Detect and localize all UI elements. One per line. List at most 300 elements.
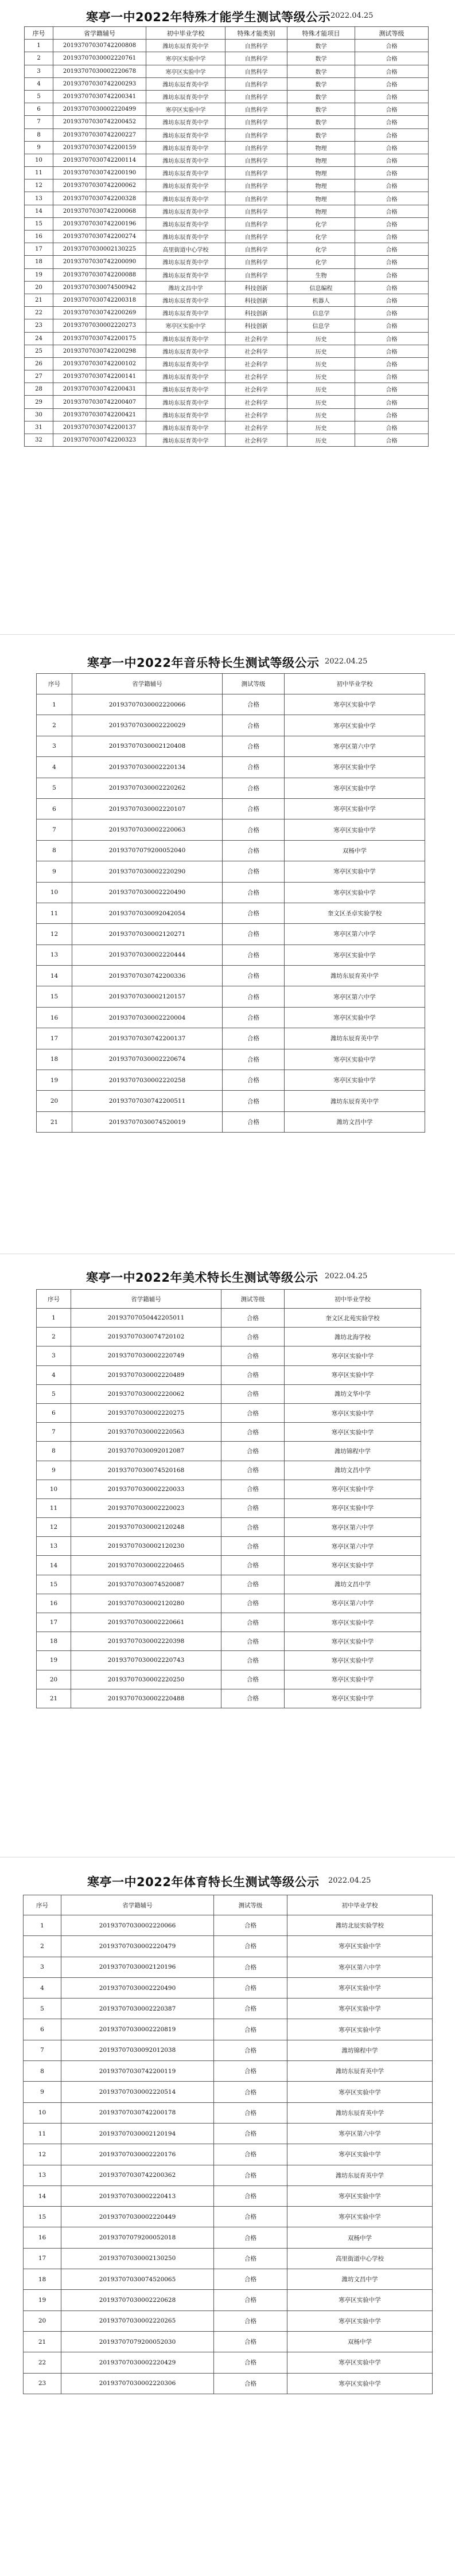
table-row (37, 1518, 421, 1537)
table-cell: 24 (25, 332, 53, 345)
table-cell: 6 (24, 2019, 61, 2040)
table-cell: 19 (25, 268, 53, 281)
table-cell: 20193707030742200137 (72, 1028, 223, 1049)
table-row (24, 1957, 433, 1977)
table-cell: 合格 (223, 944, 285, 965)
table-row (37, 1384, 421, 1403)
table-cell: 20193707030002120230 (71, 1537, 221, 1556)
table-cell: 20193707030742200227 (53, 128, 146, 141)
table-row (37, 1632, 421, 1651)
table-cell: 16 (24, 2227, 61, 2248)
table-cell: 20193707030002220489 (71, 1365, 221, 1384)
column-header: 测试等级 (223, 674, 285, 694)
table-cell: 寒亭区实验中学 (146, 319, 225, 332)
table-cell: 合格 (223, 694, 285, 715)
table-row (37, 1328, 421, 1346)
table-cell: 潍坊东辰育英中学 (146, 141, 225, 154)
table-row (25, 396, 429, 408)
table-cell: 化学 (287, 217, 355, 230)
table-row (24, 2040, 433, 2060)
table-cell: 21 (37, 1111, 72, 1132)
table-cell: 历史 (287, 370, 355, 383)
table-cell: 21 (25, 294, 53, 306)
table-cell: 20193707030742200323 (53, 434, 146, 447)
table-row (37, 861, 425, 882)
column-header: 初中毕业学校 (285, 1290, 421, 1309)
table-cell: 20193707030002120408 (72, 736, 223, 756)
table-cell: 合格 (214, 2248, 287, 2269)
table-cell: 20193707079200052040 (72, 840, 223, 861)
table-cell: 13 (24, 2165, 61, 2185)
table-cell: 20193707079200052030 (61, 2331, 214, 2352)
table-cell: 11 (25, 167, 53, 179)
table-cell: 信息学 (287, 307, 355, 319)
table-row (24, 2227, 433, 2248)
table-cell: 20193707030742200102 (53, 357, 146, 370)
table-cell: 历史 (287, 396, 355, 408)
table-cell: 物理 (287, 205, 355, 217)
table-cell: 物理 (287, 192, 355, 205)
table-cell: 20193707030002220176 (61, 2144, 214, 2165)
table-cell: 潍坊东辰育英中学 (146, 357, 225, 370)
table-cell: 9 (25, 141, 53, 154)
table-cell: 信息学 (287, 319, 355, 332)
table-row (25, 128, 429, 141)
table-cell: 合格 (214, 2144, 287, 2165)
table-cell: 12 (37, 924, 72, 944)
table-cell: 20193707030742200196 (53, 217, 146, 230)
table-cell: 合格 (221, 1365, 285, 1384)
table-row (24, 2123, 433, 2144)
table-row (37, 924, 425, 944)
table-cell: 合格 (223, 840, 285, 861)
table-cell: 20193707030074520019 (72, 1111, 223, 1132)
table-cell: 社会科学 (225, 345, 287, 357)
table-cell: 15 (37, 986, 72, 1007)
table-cell: 合格 (355, 116, 429, 128)
table-cell: 潍坊东辰育英中学 (146, 256, 225, 268)
table-cell: 潍坊东辰育英中学 (146, 268, 225, 281)
table-cell: 潍坊东辰育英中学 (287, 2102, 433, 2123)
table-row (25, 256, 429, 268)
column-header: 初中毕业学校 (146, 27, 225, 40)
table-cell: 潍坊文昌中学 (146, 281, 225, 294)
table-cell: 历史 (287, 408, 355, 421)
results-table (36, 1289, 421, 1708)
table-cell: 20193707030002130250 (61, 2248, 214, 2269)
table-cell: 自然科学 (225, 40, 287, 52)
table-cell: 化学 (287, 243, 355, 256)
table-cell: 潍坊锦程中学 (287, 2040, 433, 2060)
table-cell: 20193707030742200114 (53, 154, 146, 166)
table-cell: 23 (24, 2373, 61, 2394)
table-cell: 4 (25, 77, 53, 90)
table-row (24, 2082, 433, 2102)
table-row (25, 192, 429, 205)
table-row (24, 2019, 433, 2040)
table-row (24, 2061, 433, 2082)
table-cell: 20193707030002220628 (61, 2290, 214, 2310)
table-cell: 自然科学 (225, 103, 287, 116)
table-cell: 22 (24, 2352, 61, 2373)
table-cell: 寒亭区第六中学 (285, 924, 425, 944)
table-row (37, 1613, 421, 1632)
table-cell: 潍坊东辰育英中学 (146, 345, 225, 357)
table-cell: 12 (24, 2144, 61, 2165)
table-cell: 寒亭区实验中学 (285, 882, 425, 903)
table-cell: 20193707030002220429 (61, 2352, 214, 2373)
table-cell: 10 (25, 154, 53, 166)
table-cell: 合格 (355, 167, 429, 179)
table-cell: 合格 (223, 882, 285, 903)
table-cell: 合格 (214, 2123, 287, 2144)
table-cell: 自然科学 (225, 116, 287, 128)
notice-date: 2022.04.25 (325, 1272, 368, 1281)
table-cell: 10 (24, 2102, 61, 2123)
table-row (25, 231, 429, 243)
table-row (24, 1936, 433, 1957)
table-cell: 18 (24, 2269, 61, 2290)
table-cell: 潍坊锦程中学 (285, 1442, 421, 1461)
table-row (37, 778, 425, 798)
table-cell: 合格 (355, 217, 429, 230)
table-cell: 20193707030002220563 (71, 1423, 221, 1442)
results-table (36, 673, 425, 1133)
table-cell: 寒亭区实验中学 (285, 1070, 425, 1091)
table-cell: 20193707030742200318 (53, 294, 146, 306)
table-cell: 20193707030002220490 (61, 1977, 214, 1998)
table-cell: 27 (25, 370, 53, 383)
table-cell: 寒亭区实验中学 (285, 1049, 425, 1070)
table-cell: 寒亭区实验中学 (285, 1346, 421, 1365)
table-row (37, 1365, 421, 1384)
table-cell: 自然科学 (225, 205, 287, 217)
table-cell: 双杨中学 (287, 2227, 433, 2248)
table-cell: 合格 (221, 1632, 285, 1651)
table-row (24, 2373, 433, 2394)
table-cell: 物理 (287, 179, 355, 192)
table-row (37, 1442, 421, 1461)
table-cell: 合格 (221, 1613, 285, 1632)
table-row (37, 819, 425, 840)
table-row (37, 1498, 421, 1517)
table-cell: 23 (25, 319, 53, 332)
table-cell: 17 (37, 1613, 71, 1632)
table-cell: 自然科学 (225, 65, 287, 77)
table-cell: 20193707030002220023 (71, 1498, 221, 1517)
table-cell: 自然科学 (225, 217, 287, 230)
table-cell: 合格 (221, 1518, 285, 1537)
table-cell: 寒亭区实验中学 (146, 65, 225, 77)
table-cell: 20 (37, 1091, 72, 1111)
column-header: 测试等级 (221, 1290, 285, 1309)
table-cell: 合格 (221, 1498, 285, 1517)
table-cell: 2 (25, 52, 53, 65)
table-cell: 20193707030002220674 (72, 1049, 223, 1070)
table-cell: 自然科学 (225, 268, 287, 281)
table-cell: 20193707030742200274 (53, 231, 146, 243)
table-cell: 科技创新 (225, 307, 287, 319)
table-cell: 31 (25, 421, 53, 434)
table-cell: 信息编程 (287, 281, 355, 294)
table-cell: 20193707030002220398 (71, 1632, 221, 1651)
column-header: 序号 (25, 27, 53, 40)
table-row (25, 281, 429, 294)
table-cell: 合格 (355, 154, 429, 166)
table-cell: 20193707030002220004 (72, 1007, 223, 1028)
table-row (24, 1915, 433, 1936)
table-cell: 合格 (223, 778, 285, 798)
table-cell: 1 (25, 40, 53, 52)
table-row (37, 944, 425, 965)
table-row (25, 421, 429, 434)
table-row (25, 77, 429, 90)
table-cell: 潍坊东辰育英中学 (287, 2061, 433, 2082)
table-cell: 6 (37, 798, 72, 819)
table-row (24, 2331, 433, 2352)
table-row (24, 2352, 433, 2373)
table-cell: 寒亭区实验中学 (285, 944, 425, 965)
table-cell: 2 (24, 1936, 61, 1957)
table-cell: 社会科学 (225, 370, 287, 383)
notice-title: 寒亭一中2022年特殊才能学生测试等级公示 (86, 10, 330, 24)
table-cell: 数学 (287, 103, 355, 116)
table-cell: 20193707030002220134 (72, 757, 223, 778)
table-cell: 合格 (355, 357, 429, 370)
table-row (37, 840, 425, 861)
table-cell: 寒亭区实验中学 (285, 798, 425, 819)
column-header: 测试等级 (214, 1895, 287, 1915)
table-cell: 20193707030742200068 (53, 205, 146, 217)
table-cell: 20193707030742200062 (53, 179, 146, 192)
table-cell: 9 (37, 1461, 71, 1480)
table-cell: 11 (37, 903, 72, 923)
table-cell: 合格 (221, 1461, 285, 1480)
table-cell: 20193707030002220387 (61, 1999, 214, 2019)
table-cell: 潍坊东辰育英中学 (146, 40, 225, 52)
table-cell: 自然科学 (225, 256, 287, 268)
table-cell: 数学 (287, 128, 355, 141)
table-cell: 科技创新 (225, 281, 287, 294)
notice-header (0, 0, 455, 25)
table-cell: 20193707030074520168 (71, 1461, 221, 1480)
notice-title: 寒亭一中2022年体育特长生测试等级公示 (87, 1875, 320, 1889)
table-cell: 20193707030002120196 (61, 1957, 214, 1977)
table-cell: 14 (24, 2185, 61, 2206)
table-cell: 19 (37, 1070, 72, 1091)
table-cell: 历史 (287, 357, 355, 370)
table-cell: 14 (25, 205, 53, 217)
table-cell: 20193707079200052018 (61, 2227, 214, 2248)
table-cell: 9 (37, 861, 72, 882)
table-row (37, 1346, 421, 1365)
table-cell: 潍坊东辰育英中学 (146, 408, 225, 421)
table-cell: 合格 (221, 1309, 285, 1328)
table-row (37, 1461, 421, 1480)
table-cell: 20193707030002220514 (61, 2082, 214, 2102)
table-cell: 潍坊东辰育英中学 (285, 966, 425, 986)
table-row (25, 243, 429, 256)
table-cell: 潍坊北辰实验学校 (287, 1915, 433, 1936)
table-cell: 20193707030742200298 (53, 345, 146, 357)
table-cell: 3 (37, 1346, 71, 1365)
table-cell: 20193707030742200421 (53, 408, 146, 421)
table-cell: 20193707030002220262 (72, 778, 223, 798)
table-cell: 物理 (287, 141, 355, 154)
table-cell: 潍坊东辰育英中学 (146, 294, 225, 306)
table-cell: 自然科学 (225, 90, 287, 103)
table-row (37, 966, 425, 986)
table-cell: 20193707030742200293 (53, 77, 146, 90)
table-cell: 合格 (355, 40, 429, 52)
table-cell: 20193707030002220678 (53, 65, 146, 77)
table-cell: 2 (37, 715, 72, 736)
table-cell: 6 (25, 103, 53, 116)
table-row (24, 2102, 433, 2123)
sheet-divider (0, 634, 455, 635)
table-cell: 寒亭区实验中学 (285, 1403, 421, 1422)
column-header: 特殊才能项目 (287, 27, 355, 40)
table-cell: 合格 (221, 1556, 285, 1575)
table-cell: 合格 (221, 1651, 285, 1670)
table-cell: 双杨中学 (287, 2331, 433, 2352)
table-row (25, 434, 429, 447)
table-cell: 合格 (221, 1670, 285, 1689)
table-cell: 20193707030002220306 (61, 2373, 214, 2394)
table-cell: 自然科学 (225, 141, 287, 154)
table-cell: 合格 (221, 1537, 285, 1556)
table-cell: 20193707030002220743 (71, 1651, 221, 1670)
table-cell: 20193707030002220066 (72, 694, 223, 715)
column-header: 序号 (37, 674, 72, 694)
table-cell: 20193707030002220444 (72, 944, 223, 965)
notice-date: 2022.04.25 (328, 1876, 371, 1885)
table-cell: 7 (24, 2040, 61, 2060)
table-cell: 寒亭区实验中学 (285, 1670, 421, 1689)
table-cell: 潍坊东辰育英中学 (146, 370, 225, 383)
table-cell: 合格 (355, 65, 429, 77)
table-row (37, 986, 425, 1007)
table-cell: 10 (37, 882, 72, 903)
notice-sheet-special-talent (0, 0, 455, 633)
table-cell: 合格 (355, 52, 429, 65)
table-cell: 20193707030742200159 (53, 141, 146, 154)
table-cell: 17 (24, 2248, 61, 2269)
table-cell: 奎文区圣卓实验学校 (285, 903, 425, 923)
table-cell: 生物 (287, 268, 355, 281)
table-cell: 32 (25, 434, 53, 447)
table-cell: 历史 (287, 345, 355, 357)
table-cell: 合格 (355, 179, 429, 192)
table-cell: 潍坊东辰育英中学 (146, 77, 225, 90)
table-cell: 合格 (223, 757, 285, 778)
table-cell: 28 (25, 383, 53, 396)
table-cell: 潍坊东辰育英中学 (146, 116, 225, 128)
table-cell: 自然科学 (225, 231, 287, 243)
table-cell: 寒亭区实验中学 (285, 819, 425, 840)
table-cell: 合格 (221, 1403, 285, 1422)
table-cell: 化学 (287, 256, 355, 268)
table-cell: 20193707030002120194 (61, 2123, 214, 2144)
column-header: 初中毕业学校 (287, 1895, 433, 1915)
table-cell: 合格 (223, 819, 285, 840)
table-cell: 1 (24, 1915, 61, 1936)
table-row (37, 1091, 425, 1111)
table-row (25, 205, 429, 217)
table-cell: 潍坊北海学校 (285, 1328, 421, 1346)
table-cell: 潍坊东辰育英中学 (287, 2165, 433, 2185)
table-cell: 合格 (221, 1594, 285, 1613)
table-cell: 18 (37, 1632, 71, 1651)
table-cell: 合格 (214, 1915, 287, 1936)
table-cell: 20193707030742200362 (61, 2165, 214, 2185)
table-row (25, 52, 429, 65)
table-cell: 10 (37, 1480, 71, 1498)
table-cell: 20193707050442205011 (71, 1309, 221, 1328)
table-cell: 13 (37, 944, 72, 965)
table-cell: 物理 (287, 154, 355, 166)
table-cell: 寒亭区实验中学 (287, 1977, 433, 1998)
table-cell: 合格 (214, 2290, 287, 2310)
table-cell: 历史 (287, 383, 355, 396)
table-cell: 8 (37, 840, 72, 861)
table-cell: 5 (24, 1999, 61, 2019)
table-row (24, 2248, 433, 2269)
table-row (37, 1309, 421, 1328)
table-cell: 数学 (287, 116, 355, 128)
table-cell: 寒亭区第六中学 (285, 1537, 421, 1556)
table-cell: 历史 (287, 421, 355, 434)
table-cell: 22 (25, 307, 53, 319)
table-cell: 合格 (355, 396, 429, 408)
table-cell: 合格 (221, 1689, 285, 1708)
table-cell: 合格 (221, 1384, 285, 1403)
table-cell: 寒亭区实验中学 (285, 694, 425, 715)
table-cell: 合格 (223, 798, 285, 819)
column-header: 特殊才能类别 (225, 27, 287, 40)
table-cell: 20193707030742200336 (72, 966, 223, 986)
table-cell: 数学 (287, 52, 355, 65)
table-row (37, 1423, 421, 1442)
table-cell: 自然科学 (225, 243, 287, 256)
table-cell: 合格 (355, 383, 429, 396)
table-cell: 寒亭区实验中学 (285, 1632, 421, 1651)
table-cell: 寒亭区实验中学 (285, 1498, 421, 1517)
table-cell: 合格 (221, 1328, 285, 1346)
table-cell: 9 (24, 2082, 61, 2102)
table-cell: 社会科学 (225, 383, 287, 396)
table-row (24, 2290, 433, 2310)
table-cell: 潍坊文华中学 (285, 1384, 421, 1403)
table-row (25, 370, 429, 383)
table-cell: 合格 (214, 1977, 287, 1998)
table-cell: 20193707030002220033 (71, 1480, 221, 1498)
notice-date: 2022.04.25 (325, 657, 368, 666)
table-cell: 寒亭区实验中学 (146, 103, 225, 116)
table-row (25, 179, 429, 192)
table-cell: 潍坊文昌中学 (285, 1575, 421, 1594)
table-cell: 20 (37, 1670, 71, 1689)
table-cell: 合格 (355, 268, 429, 281)
table-row (25, 217, 429, 230)
table-cell: 合格 (214, 2082, 287, 2102)
table-cell: 合格 (355, 128, 429, 141)
table-cell: 潍坊东辰育英中学 (146, 90, 225, 103)
table-cell: 潍坊文昌中学 (287, 2269, 433, 2290)
table-cell: 合格 (355, 307, 429, 319)
table-cell: 4 (37, 757, 72, 778)
table-cell: 潍坊东辰育英中学 (146, 192, 225, 205)
